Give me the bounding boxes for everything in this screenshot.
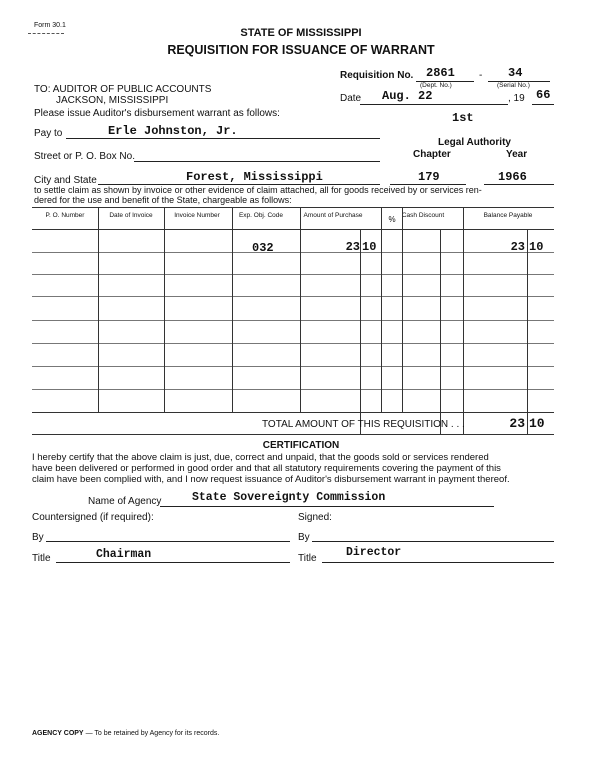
- by-line-right[interactable]: [312, 541, 554, 542]
- addressee-line1: TO: AUDITOR OF PUBLIC ACCOUNTS: [34, 84, 212, 95]
- requisition-separator: -: [479, 70, 483, 81]
- col-divider: [381, 207, 382, 412]
- city-value: Forest, Mississippi: [186, 170, 323, 184]
- settle-text-2: dered for the use and benefit of the State, chargeable as follows:: [34, 195, 292, 205]
- pay-to-line: [66, 138, 380, 139]
- agency-copy-label: AGENCY COPY: [32, 730, 84, 737]
- by-line-left[interactable]: [46, 541, 290, 542]
- footer: [32, 730, 219, 737]
- row-line: [32, 343, 554, 344]
- col-divider: [164, 207, 165, 412]
- city-label: City and State: [34, 175, 97, 186]
- by-label-left: By: [32, 532, 44, 543]
- title-value-right: Director: [346, 546, 402, 559]
- title-label-right: Title: [298, 553, 317, 564]
- title-line-right: [322, 562, 554, 563]
- cents-divider: [527, 229, 528, 434]
- requisition-label: Requisition No.: [340, 70, 414, 81]
- header-date-of-invoice: Date of Invoice: [109, 212, 153, 219]
- agency-line: [160, 506, 494, 507]
- cents-divider: [360, 229, 361, 434]
- countersigned-label: Countersigned (if required):: [32, 512, 154, 523]
- year-auth-line: [484, 184, 554, 185]
- table-top-border: [32, 207, 554, 208]
- certification-line3: claim have been complied with, and I now request issuance of Auditor's disbursement warrant in payment thereof.: [32, 474, 510, 485]
- row-line: [32, 389, 554, 390]
- chapter-label: Chapter: [413, 149, 451, 160]
- title-value-left: Chairman: [96, 548, 152, 561]
- form-number: Form 30.1: [34, 22, 66, 29]
- title-line-left: [56, 562, 290, 563]
- date-label: Date: [340, 93, 362, 104]
- street-label: Street or P. O. Box No.: [34, 151, 135, 162]
- pay-to-value: Erle Johnston, Jr.: [108, 124, 238, 138]
- row-balance-cents: 10: [529, 240, 544, 254]
- total-label: TOTAL AMOUNT OF THIS REQUISITION . . .: [262, 419, 465, 430]
- serial-no-value: 34: [508, 66, 523, 80]
- row-amount-cents: 10: [362, 240, 377, 254]
- table-body-bottom: [32, 412, 554, 413]
- col-divider: [300, 207, 301, 412]
- title-label-left: Title: [32, 553, 51, 564]
- year-prefix: , 19: [508, 93, 525, 104]
- by-label-right: By: [298, 532, 310, 543]
- year-line: [532, 104, 554, 105]
- header-bottom-border: [32, 229, 554, 230]
- year-auth-value: 1966: [498, 170, 527, 184]
- col-divider: [402, 207, 403, 412]
- col-divider: [463, 207, 464, 434]
- certification-line1: I hereby certify that the above claim is just, due, correct and unpaid, that the goods sold or services rendered: [32, 452, 489, 463]
- date-value: Aug. 22: [382, 89, 433, 103]
- header-cash-discount: Cash Discount: [401, 212, 445, 219]
- header-exp-obj-code: Exp. Obj. Code: [238, 212, 284, 219]
- serial-no-caption: (Serial No.): [497, 82, 530, 89]
- chapter-value: 179: [418, 170, 440, 184]
- form-title: REQUISITION FOR ISSUANCE OF WARRANT: [167, 43, 435, 57]
- table-bottom-border: [32, 434, 554, 435]
- header-invoice-number: Invoice Number: [174, 212, 220, 219]
- header-po: P. O. Number: [45, 212, 85, 219]
- agency-label: Name of Agency: [88, 496, 162, 507]
- header-percent: %: [388, 215, 396, 224]
- agency-value: State Sovereignty Commission: [192, 491, 386, 504]
- row-line: [32, 252, 554, 253]
- row-amount-dollars: 23: [345, 240, 360, 254]
- session-value: 1st: [452, 111, 474, 125]
- certification-line2: have been delivered or performed in good order and that all statutory requirements covering the payment of this: [32, 463, 501, 474]
- year-value: 66: [536, 88, 551, 102]
- legal-authority-title: Legal Authority: [438, 137, 511, 148]
- row-line: [32, 320, 554, 321]
- addressee-line2: JACKSON, MISSISSIPPI: [56, 95, 169, 106]
- instruction-text: Please issue Auditor's disbursement warrant as follows:: [34, 108, 280, 119]
- pay-to-label: Pay to: [34, 128, 63, 139]
- total-cents: 10: [529, 416, 545, 431]
- agency-copy-text: — To be retained by Agency for its records.: [85, 730, 220, 737]
- dept-no-caption: (Dept. No.): [420, 82, 452, 89]
- header-amount: Amount of Purchase: [303, 212, 363, 219]
- row-line: [32, 366, 554, 367]
- col-divider: [232, 207, 233, 412]
- total-dollars: 23: [509, 416, 525, 431]
- state-heading: STATE OF MISSISSIPPI: [240, 27, 362, 39]
- col-divider: [98, 207, 99, 412]
- row-exp-obj-code: 032: [252, 241, 274, 255]
- certification-title: CERTIFICATION: [262, 440, 340, 451]
- dept-no-value: 2861: [426, 66, 455, 80]
- date-line: [360, 104, 508, 105]
- row-line: [32, 296, 554, 297]
- row-line: [32, 274, 554, 275]
- signed-label: Signed:: [298, 512, 332, 523]
- row-balance-dollars: 23: [510, 240, 525, 254]
- street-line: [134, 161, 380, 162]
- settle-text-1: to settle claim as shown by invoice or other evidence of claim attached, all for goods received by or services ren-: [34, 185, 482, 195]
- header-balance: Balance Payable: [483, 212, 533, 219]
- cents-divider: [440, 229, 441, 434]
- year-label: Year: [506, 149, 528, 160]
